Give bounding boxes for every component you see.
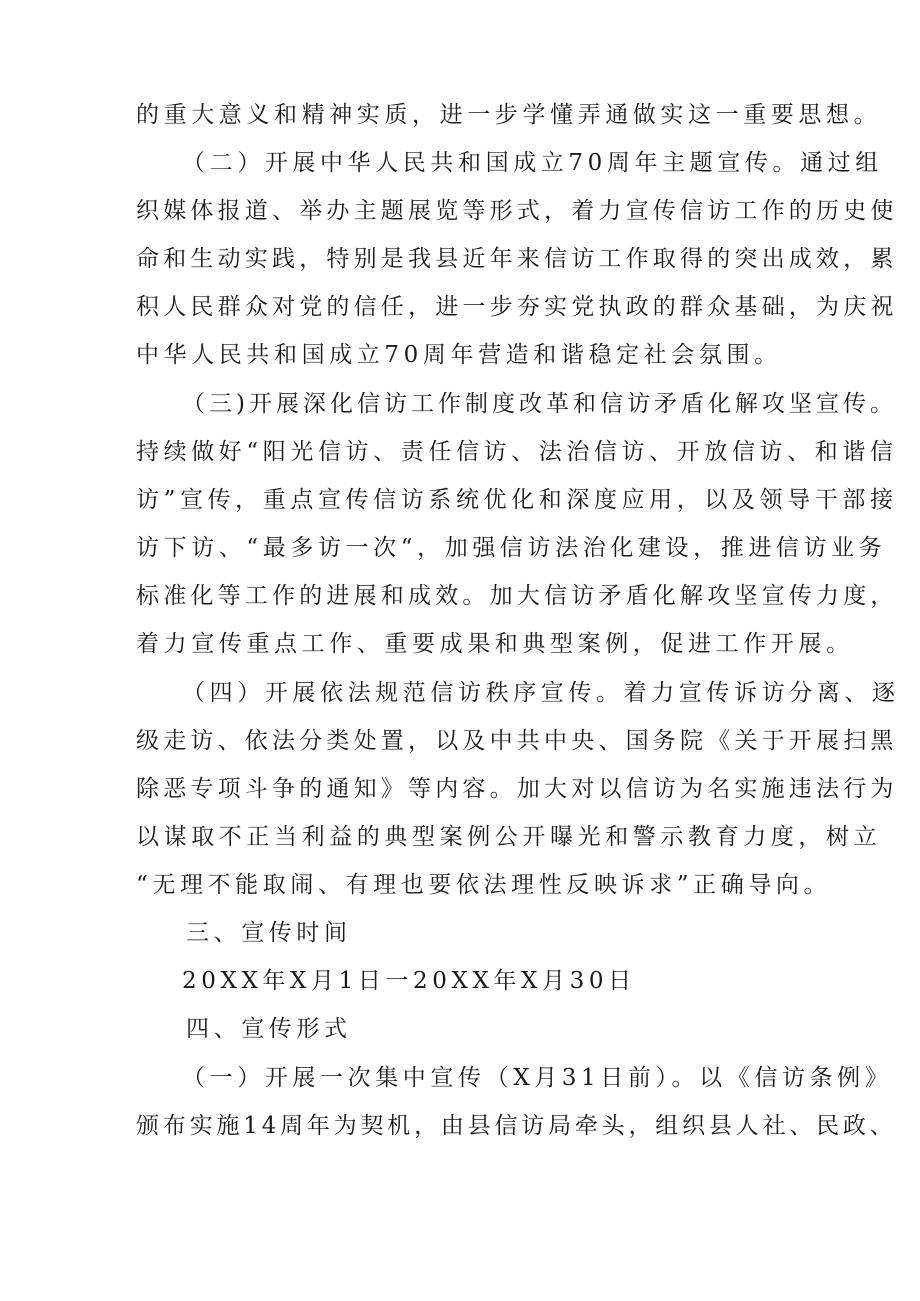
paragraph-line-10: 访下访、“最多访一次“，加强信访法治化建设，推进信访业务 <box>136 535 887 561</box>
date-range-line: 20XX年X月1日一20XX年X月30日 <box>182 968 636 994</box>
paragraph-line-22: 颁布实施14周年为契机，由县信访局牵头，组织县人社、民政、 <box>136 1113 897 1139</box>
paragraph-line-11: 标准化等工作的进展和成效。加大信访矛盾化解攻坚宣传力度， <box>136 583 898 609</box>
section-heading-time: 三、宣传时间 <box>186 920 352 946</box>
paragraph-line-16: 以谋取不正当利益的典型案例公开曝光和警示教育力度，树立 <box>136 824 882 850</box>
paragraph-line-8: 持续做好“阳光信访、责任信访、法治信访、开放信访、和谐信 <box>136 439 898 465</box>
paragraph-line-4: 命和生动实践，特别是我县近年来信访工作取得的突出成效，累 <box>136 246 898 272</box>
paragraph-line-12: 着力宣传重点工作、重要成果和典型案例，促进工作开展。 <box>136 631 854 657</box>
paragraph-line-9: 访”宣传，重点宣传信访系统优化和深度应用，以及领导干部接 <box>136 487 898 513</box>
paragraph-line-2: （二）开展中华人民共和国成立70周年主题宣传。通过组 <box>182 150 883 176</box>
section-heading-form: 四、宣传形式 <box>186 1016 352 1042</box>
paragraph-line-17: “无理不能取闹、有理也要依法理性反映诉求”正确导向。 <box>136 872 832 898</box>
paragraph-line-3: 织媒体报道、举办主题展览等形式，着力宣传信访工作的历史使 <box>136 198 898 224</box>
paragraph-line-14: 级走访、依法分类处置，以及中共中央、国务院《关于开展扫黑 <box>136 728 898 754</box>
paragraph-line-13: （四）开展依法规范信访秩序宣传。着力宣传诉访分离、逐 <box>182 680 900 706</box>
paragraph-line-5: 积人民群众对党的信任，进一步夯实党执政的群众基础，为庆祝 <box>136 294 898 320</box>
paragraph-line-6: 中华人民共和国成立70周年营造和谐稳定社会氛围。 <box>136 342 782 368</box>
paragraph-line-21: （一）开展一次集中宣传（X月31日前）。以《信访条例》 <box>182 1065 893 1091</box>
paragraph-line-1: 的重大意义和精神实质，进一步学懂弄通做实这一重要思想。 <box>136 102 882 128</box>
paragraph-line-15: 除恶专项斗争的通知》等内容。加大对以信访为名实施违法行为 <box>136 776 898 802</box>
paragraph-line-7: （三)开展深化信访工作制度改革和信访矛盾化解攻坚宣传。 <box>182 391 897 417</box>
